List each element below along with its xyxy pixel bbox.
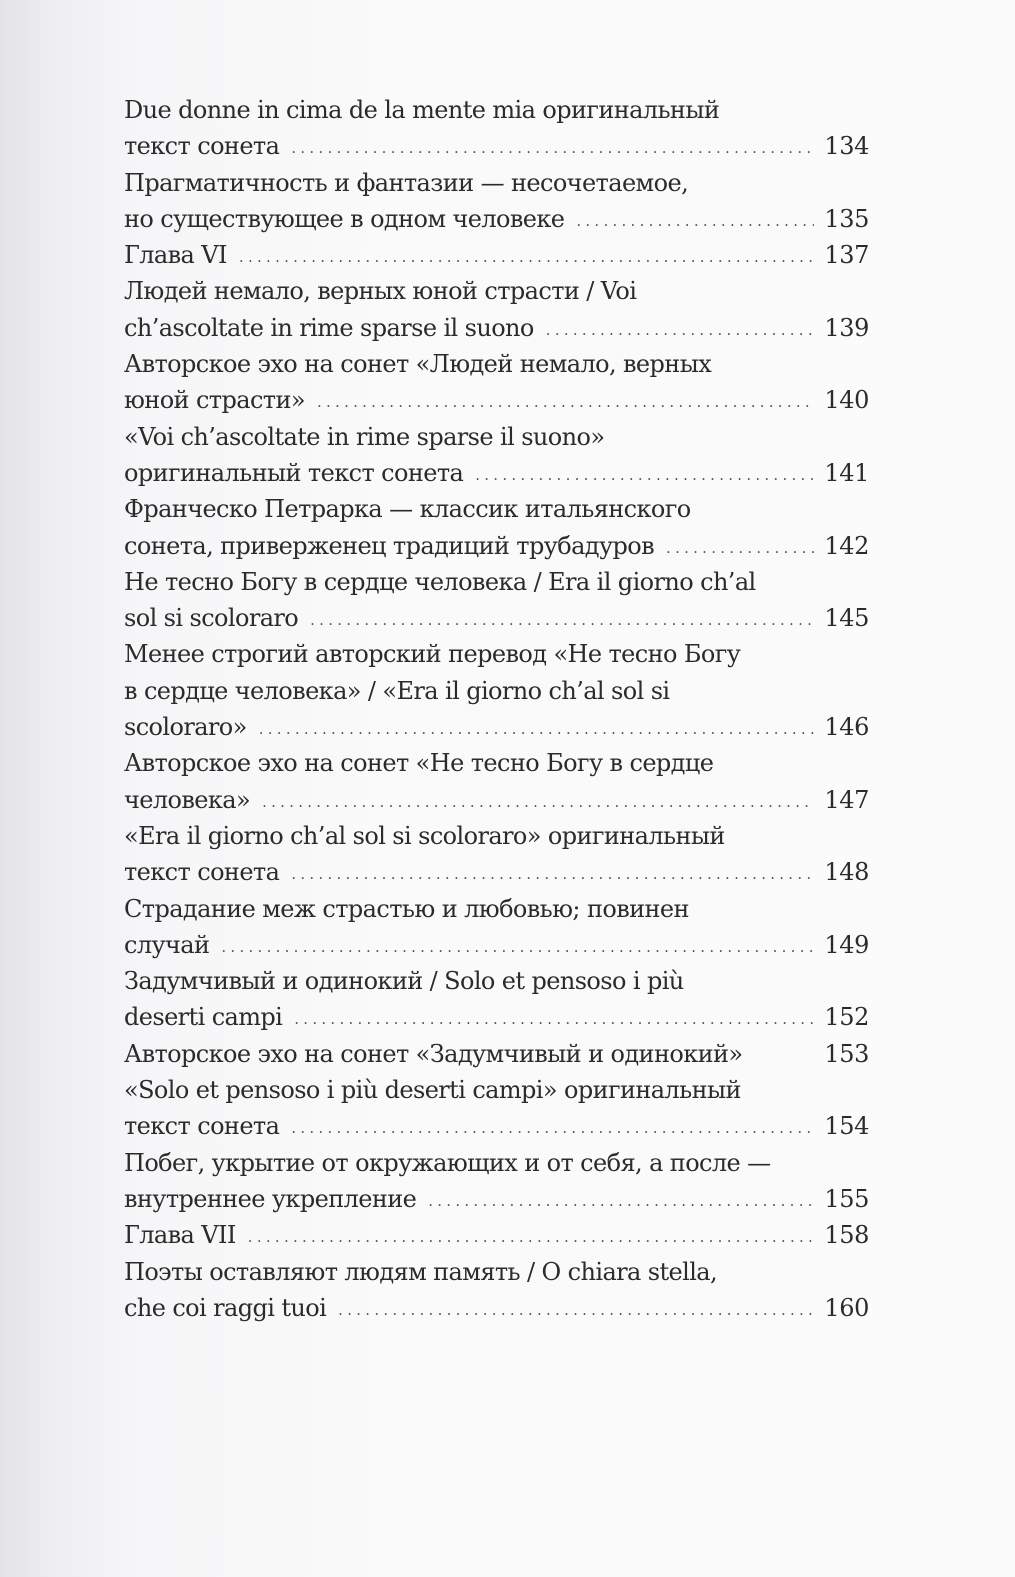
page-number: 139 <box>824 313 869 342</box>
toc-entry-final-line <box>124 1108 869 1144</box>
toc-entry-title: Авторское эхо на сонет «Не тесно Богу в сердце <box>124 749 714 778</box>
dot-leader <box>546 312 815 348</box>
toc-entry-title: Не тесно Богу в сердце человека / Era il giorno ch’al <box>124 567 756 596</box>
toc-entry-title: scoloraro» <box>124 713 247 742</box>
dot-leader <box>239 239 814 275</box>
toc-entry <box>124 419 869 492</box>
page-number: 135 <box>824 204 869 233</box>
toc-entry-title: ch’ascoltate in rime sparse il suono <box>124 313 534 342</box>
toc-entry-line <box>124 419 869 455</box>
table-of-contents <box>124 92 869 1326</box>
dot-leader <box>259 711 815 747</box>
dot-leader <box>576 203 814 239</box>
toc-entry-title: Due donne in cima de la mente mia оригинальный <box>124 96 720 124</box>
page-number: 154 <box>824 1112 869 1141</box>
toc-entry-title: юной страсти» <box>124 386 305 415</box>
toc-entry-final-line <box>124 709 869 745</box>
toc-entry <box>124 1036 869 1072</box>
page-number: 137 <box>824 241 869 270</box>
toc-entry-line <box>124 165 869 201</box>
toc-entry-line <box>124 673 869 709</box>
dot-leader <box>666 530 814 566</box>
toc-entry-title: внутреннее укрепление <box>124 1184 417 1213</box>
toc-entry-title: сонета, приверженец традиций трубадуров <box>124 531 655 560</box>
toc-entry-line <box>124 891 869 927</box>
toc-entry-title: Побег, укрытие от окружающих и от себя, а после — <box>124 1148 771 1177</box>
page-number: 146 <box>824 713 869 742</box>
toc-entry-title: Поэты оставляют людям память / O chiara stella, <box>124 1257 718 1286</box>
toc-entry-title: текст сонета <box>124 132 280 161</box>
toc-entry-line <box>124 636 869 672</box>
toc-entry <box>124 1145 869 1218</box>
toc-entry-final-line <box>124 1290 869 1326</box>
toc-entry <box>124 963 869 1036</box>
toc-entry-line <box>124 963 869 999</box>
toc-entry-line <box>124 491 869 527</box>
toc-entry <box>124 491 869 564</box>
toc-entry <box>124 1254 869 1327</box>
toc-entry-final-line <box>124 1036 869 1072</box>
toc-entry-title: текст сонета <box>124 858 280 887</box>
toc-entry-title: Глава VI <box>124 241 227 270</box>
page-number: 142 <box>824 531 869 560</box>
toc-entry-final-line <box>124 528 869 564</box>
toc-entry-line <box>124 346 869 382</box>
page-number: 155 <box>824 1184 869 1213</box>
toc-entry-title: текст сонета <box>124 1112 280 1141</box>
toc-entry-title: человека» <box>124 785 251 814</box>
toc-entry <box>124 92 869 165</box>
toc-entry-title: Глава VII <box>124 1221 236 1250</box>
toc-entry-title: Прагматичность и фантазии — несочетаемое, <box>124 168 689 197</box>
toc-entry-title: deserti campi <box>124 1003 283 1032</box>
dot-leader <box>475 457 814 493</box>
toc-entry-title: che coi raggi tuoi <box>124 1293 327 1322</box>
toc-entry-line <box>124 1254 869 1290</box>
toc-entry-line <box>124 745 869 781</box>
toc-entry-title: случай <box>124 930 210 959</box>
dot-leader <box>310 602 814 638</box>
toc-entry-title: Страдание меж страстью и любовью; повинен <box>124 894 689 923</box>
toc-entry <box>124 745 869 818</box>
dot-leader <box>248 1219 815 1255</box>
toc-entry <box>124 891 869 964</box>
dot-leader <box>317 384 814 420</box>
toc-entry-title: Менее строгий авторский перевод «Не тесно Богу <box>124 640 741 669</box>
page-number: 149 <box>824 930 869 959</box>
toc-entry-final-line <box>124 237 869 273</box>
toc-entry <box>124 564 869 637</box>
toc-entry-line <box>124 1145 869 1181</box>
dot-leader <box>338 1292 814 1328</box>
page-number: 140 <box>824 386 869 415</box>
page-number: 158 <box>824 1221 869 1250</box>
toc-entry-title: в сердце человека» / «Era il giorno ch’al sol si <box>124 676 670 705</box>
toc-entry-title: но существующее в одном человеке <box>124 204 565 233</box>
toc-entry-title: Авторское эхо на сонет «Людей немало, верных <box>124 350 712 379</box>
toc-entry-title: Задумчивый и одинокий / Solo et pensoso i più <box>124 967 684 996</box>
dot-leader <box>291 856 814 892</box>
toc-entry-title: оригинальный текст сонета <box>124 458 464 487</box>
toc-entry <box>124 818 869 891</box>
toc-entry-title: «Solo et pensoso i più deserti campi» оригинальный <box>124 1076 741 1105</box>
toc-entry-line <box>124 818 869 854</box>
dot-leader <box>294 1001 814 1037</box>
toc-entry <box>124 1217 869 1253</box>
dot-leader <box>428 1183 814 1219</box>
dot-leader <box>291 130 814 166</box>
toc-entry-final-line <box>124 854 869 890</box>
toc-entry <box>124 346 869 419</box>
toc-entry-final-line <box>124 600 869 636</box>
page-number: 145 <box>824 604 869 633</box>
toc-entry <box>124 273 869 346</box>
toc-entry-final-line <box>124 201 869 237</box>
toc-entry-title: sol si scoloraro <box>124 604 299 633</box>
toc-entry-final-line <box>124 782 869 818</box>
toc-entry-final-line <box>124 128 869 164</box>
toc-entry-final-line <box>124 927 869 963</box>
dot-leader <box>221 929 814 965</box>
toc-entry-final-line <box>124 310 869 346</box>
page-number: 152 <box>824 1003 869 1032</box>
toc-entry <box>124 636 869 745</box>
toc-entry-final-line <box>124 382 869 418</box>
page-number: 160 <box>824 1293 869 1322</box>
toc-entry-line <box>124 273 869 309</box>
toc-entry-line <box>124 564 869 600</box>
toc-entry-final-line <box>124 1181 869 1217</box>
page-number: 147 <box>824 785 869 814</box>
toc-entry <box>124 237 869 273</box>
dot-leader <box>291 1110 814 1146</box>
toc-entry-line <box>124 92 869 128</box>
toc-entry-title: Авторское эхо на сонет «Задумчивый и одинокий» <box>124 1039 743 1068</box>
toc-entry-title: «Voi ch’ascoltate in rime sparse il suono» <box>124 422 605 451</box>
toc-entry <box>124 1072 869 1145</box>
toc-entry-line <box>124 1072 869 1108</box>
toc-entry-final-line <box>124 999 869 1035</box>
toc-entry-final-line <box>124 1217 869 1253</box>
page-number: 134 <box>824 132 869 161</box>
toc-entry-title: Людей немало, верных юной страсти / Voi <box>124 277 637 306</box>
toc-entry <box>124 165 869 238</box>
dot-leader <box>262 784 814 820</box>
toc-entry-final-line <box>124 455 869 491</box>
page-number: 148 <box>824 858 869 887</box>
toc-entry-title: Франческо Петрарка — классик итальянского <box>124 495 691 524</box>
page-number: 153 <box>824 1039 869 1068</box>
page-number: 141 <box>824 458 869 487</box>
toc-entry-title: «Era il giorno ch’al sol si scoloraro» оригинальный <box>124 821 725 850</box>
